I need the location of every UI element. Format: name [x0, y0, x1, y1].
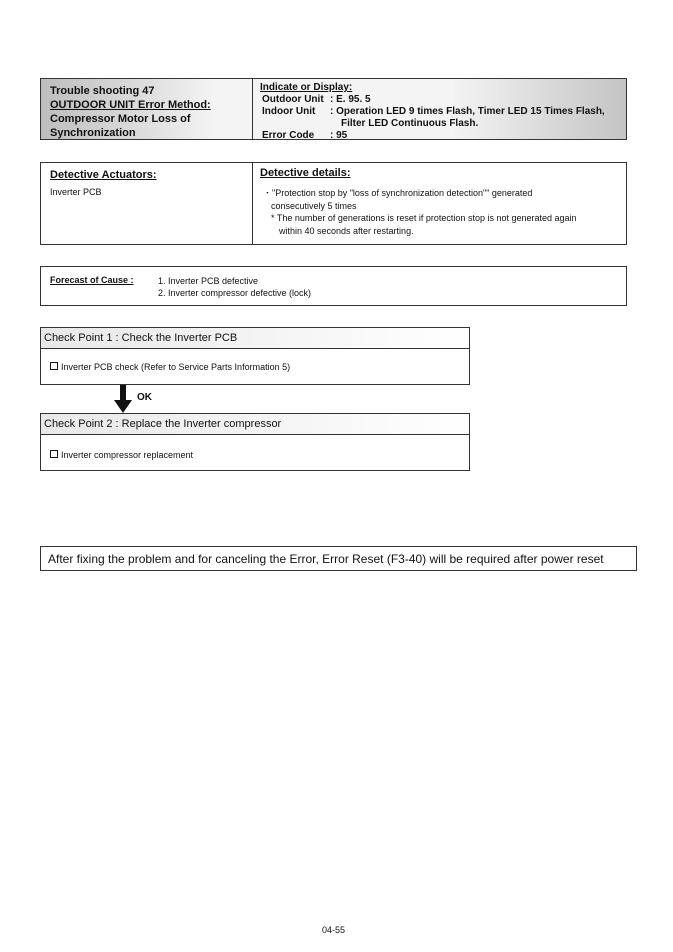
forecast-label: Forecast of Cause :: [50, 275, 134, 285]
ok-label: OK: [137, 392, 152, 403]
details-label: Detective details:: [260, 167, 351, 179]
error-name-1: Compressor Motor Loss of: [50, 113, 191, 125]
detail-1b: consecutively 5 times: [271, 200, 357, 211]
forecast-causes: [158, 275, 311, 299]
trouble-title: Trouble shooting 47: [50, 85, 155, 97]
forecast-box: [40, 266, 627, 306]
outdoor-value: : E. 95. 5: [330, 94, 371, 105]
actuator-value: Inverter PCB: [50, 187, 102, 197]
detail-1: ・"Protection stop by "loss of synchronization detection"" generated: [263, 188, 533, 198]
note-text: After fixing the problem and for canceling the Error, Error Reset (F3-40) will be required after power reset: [48, 552, 604, 566]
checkbox-icon: [50, 450, 58, 458]
detail-2b: within 40 seconds after restarting.: [279, 225, 414, 236]
check-item-text: Inverter compressor replacement: [61, 450, 194, 460]
header-box: [40, 78, 627, 140]
page-number: 04-55: [322, 925, 346, 935]
cause-item: 2. Inverter compressor defective (lock): [158, 288, 312, 298]
check-point-1: [40, 327, 470, 385]
indicate-label: Indicate or Display:: [260, 82, 353, 93]
check-item-text: Inverter PCB check (Refer to Service Parts Information 5): [61, 362, 291, 372]
arrow-down-icon: [114, 385, 132, 413]
trouble-title-block: [50, 84, 211, 140]
note-box: [40, 546, 637, 571]
checkbox-icon: [50, 362, 58, 370]
detective-box: [40, 162, 627, 245]
details-text: [263, 187, 633, 237]
detail-2: * The number of generations is reset if protection stop is not generated again: [271, 213, 577, 223]
actuators-label: Detective Actuators:: [50, 169, 157, 181]
check-item: [50, 450, 193, 460]
error-method: OUTDOOR UNIT Error Method:: [50, 99, 211, 111]
indicate-block: [260, 82, 630, 142]
divider: [252, 163, 253, 244]
divider: [252, 79, 253, 139]
check-item: [50, 362, 290, 372]
error-code-label: Error Code: [262, 130, 315, 141]
indoor-label: Indoor Unit: [262, 106, 316, 117]
check-point-title: Check Point 1 : Check the Inverter PCB: [41, 328, 469, 349]
indoor-value-1: : Operation LED 9 times Flash, Timer LED 15 Times Flash,: [330, 106, 605, 117]
check-point-title: Check Point 2 : Replace the Inverter compressor: [41, 414, 469, 435]
outdoor-label: Outdoor Unit: [262, 94, 324, 105]
indoor-value-2: Filter LED Continuous Flash.: [341, 118, 479, 129]
check-point-2: [40, 413, 470, 471]
error-code-value: : 95: [330, 130, 348, 141]
error-name-2: Synchronization: [50, 127, 136, 139]
cause-item: 1. Inverter PCB defective: [158, 276, 259, 286]
